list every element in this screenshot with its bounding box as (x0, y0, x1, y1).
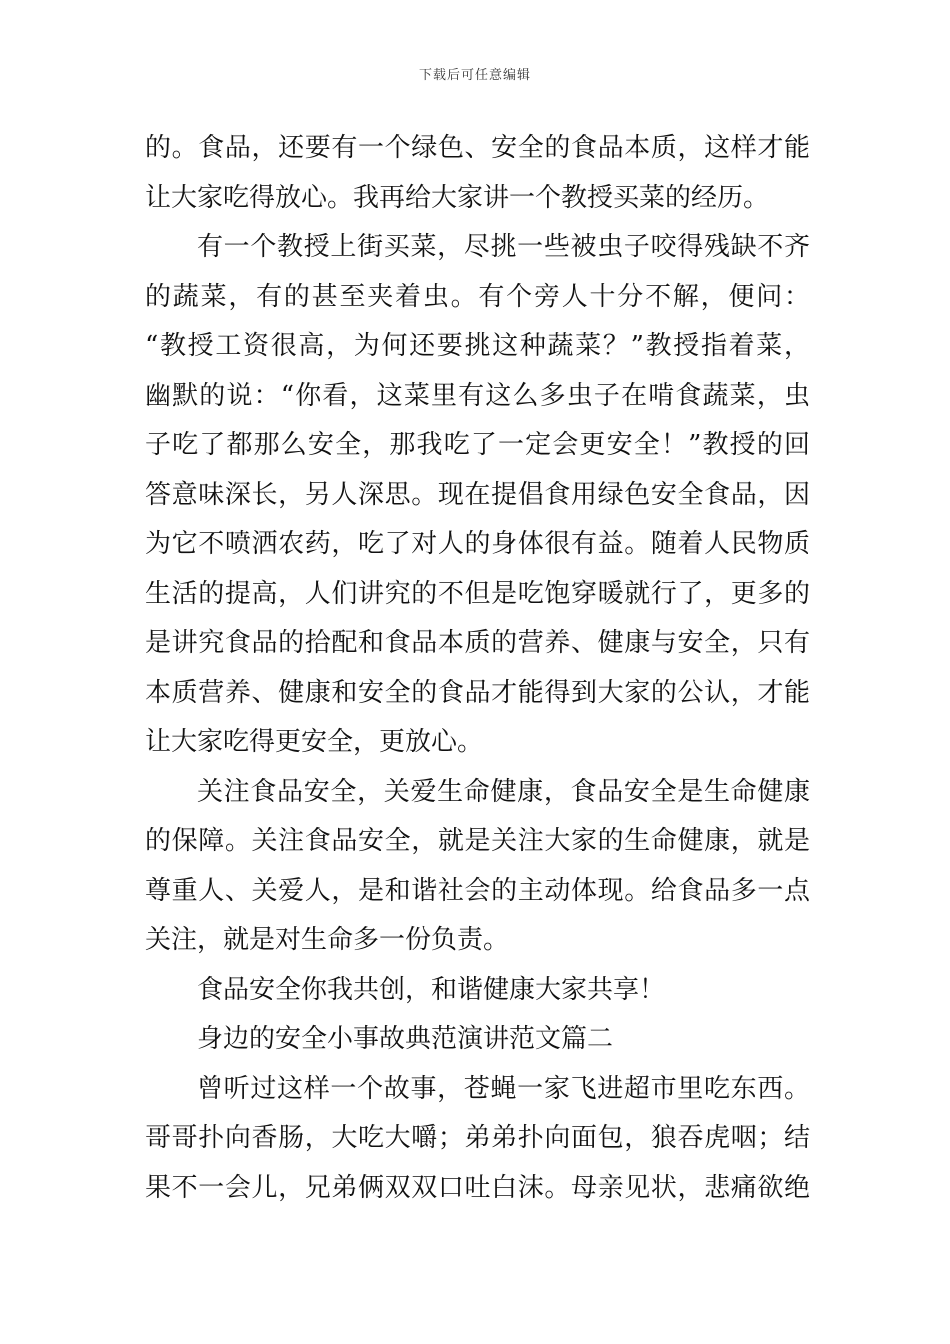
text-line: 关注，就是对生命多一份负责。 (145, 925, 510, 955)
text-line: 是讲究食品的拾配和食品本质的营养、健康与安全，只有 (145, 628, 810, 658)
document-body (145, 124, 810, 1213)
text-line: 关注食品安全，关爱生命健康，食品安全是生命健康 (197, 776, 810, 807)
text-line: 的蔬菜，有的甚至夹着虫。有个旁人十分不解，便问： (145, 281, 810, 312)
text-line: 有一个教授上街买菜，尽挑一些被虫子咬得残缺不齐 (197, 232, 810, 262)
text-line: 曾听过这样一个故事，苍蝇一家飞进超市里吃东西。 (197, 1073, 810, 1104)
text-line: 为它不喷洒农药，吃了对人的身体很有益。随着人民物质 (145, 529, 810, 559)
text-line: 让大家吃得更安全，更放心。 (145, 727, 484, 757)
text-line: 让大家吃得放心。我再给大家讲一个教授买菜的经历。 (145, 182, 770, 213)
text-line: 答意味深长，另人深思。现在提倡食用绿色安全食品，因 (145, 479, 810, 510)
text-line: “教授工资很高，为何还要挑这种蔬菜？”教授指着菜， (145, 331, 810, 361)
text-line: 尊重人、关爱人，是和谐社会的主动体现。给食品多一点 (145, 875, 810, 906)
text-line: 生活的提高，人们讲究的不但是吃饱穿暖就行了，更多的 (145, 578, 810, 609)
text-line: 食品安全你我共创，和谐健康大家共享！ (197, 974, 666, 1005)
section-heading: 身边的安全小事故典范演讲范文篇二 (197, 1024, 614, 1054)
text-line: 本质营养、健康和安全的食品才能得到大家的公认，才能 (145, 677, 810, 708)
text-line: 果不一会儿，兄弟俩双双口吐白沫。母亲见状，悲痛欲绝 (145, 1172, 810, 1203)
page-header: 下载后可任意编辑 (418, 68, 531, 83)
text-line: 的保障。关注食品安全，就是关注大家的生命健康，就是 (145, 826, 810, 856)
text-line: 哥哥扑向香肠，大吃大嚼；弟弟扑向面包，狼吞虎咽；结 (145, 1123, 810, 1153)
text-line: 子吃了都那么安全，那我吃了一定会更安全！”教授的回 (145, 430, 810, 460)
text-line: 的。食品，还要有一个绿色、安全的食品本质，这样才能 (145, 133, 810, 163)
text-line: 幽默的说：“你看，这菜里有这么多虫子在啃食蔬菜，虫 (145, 380, 810, 411)
